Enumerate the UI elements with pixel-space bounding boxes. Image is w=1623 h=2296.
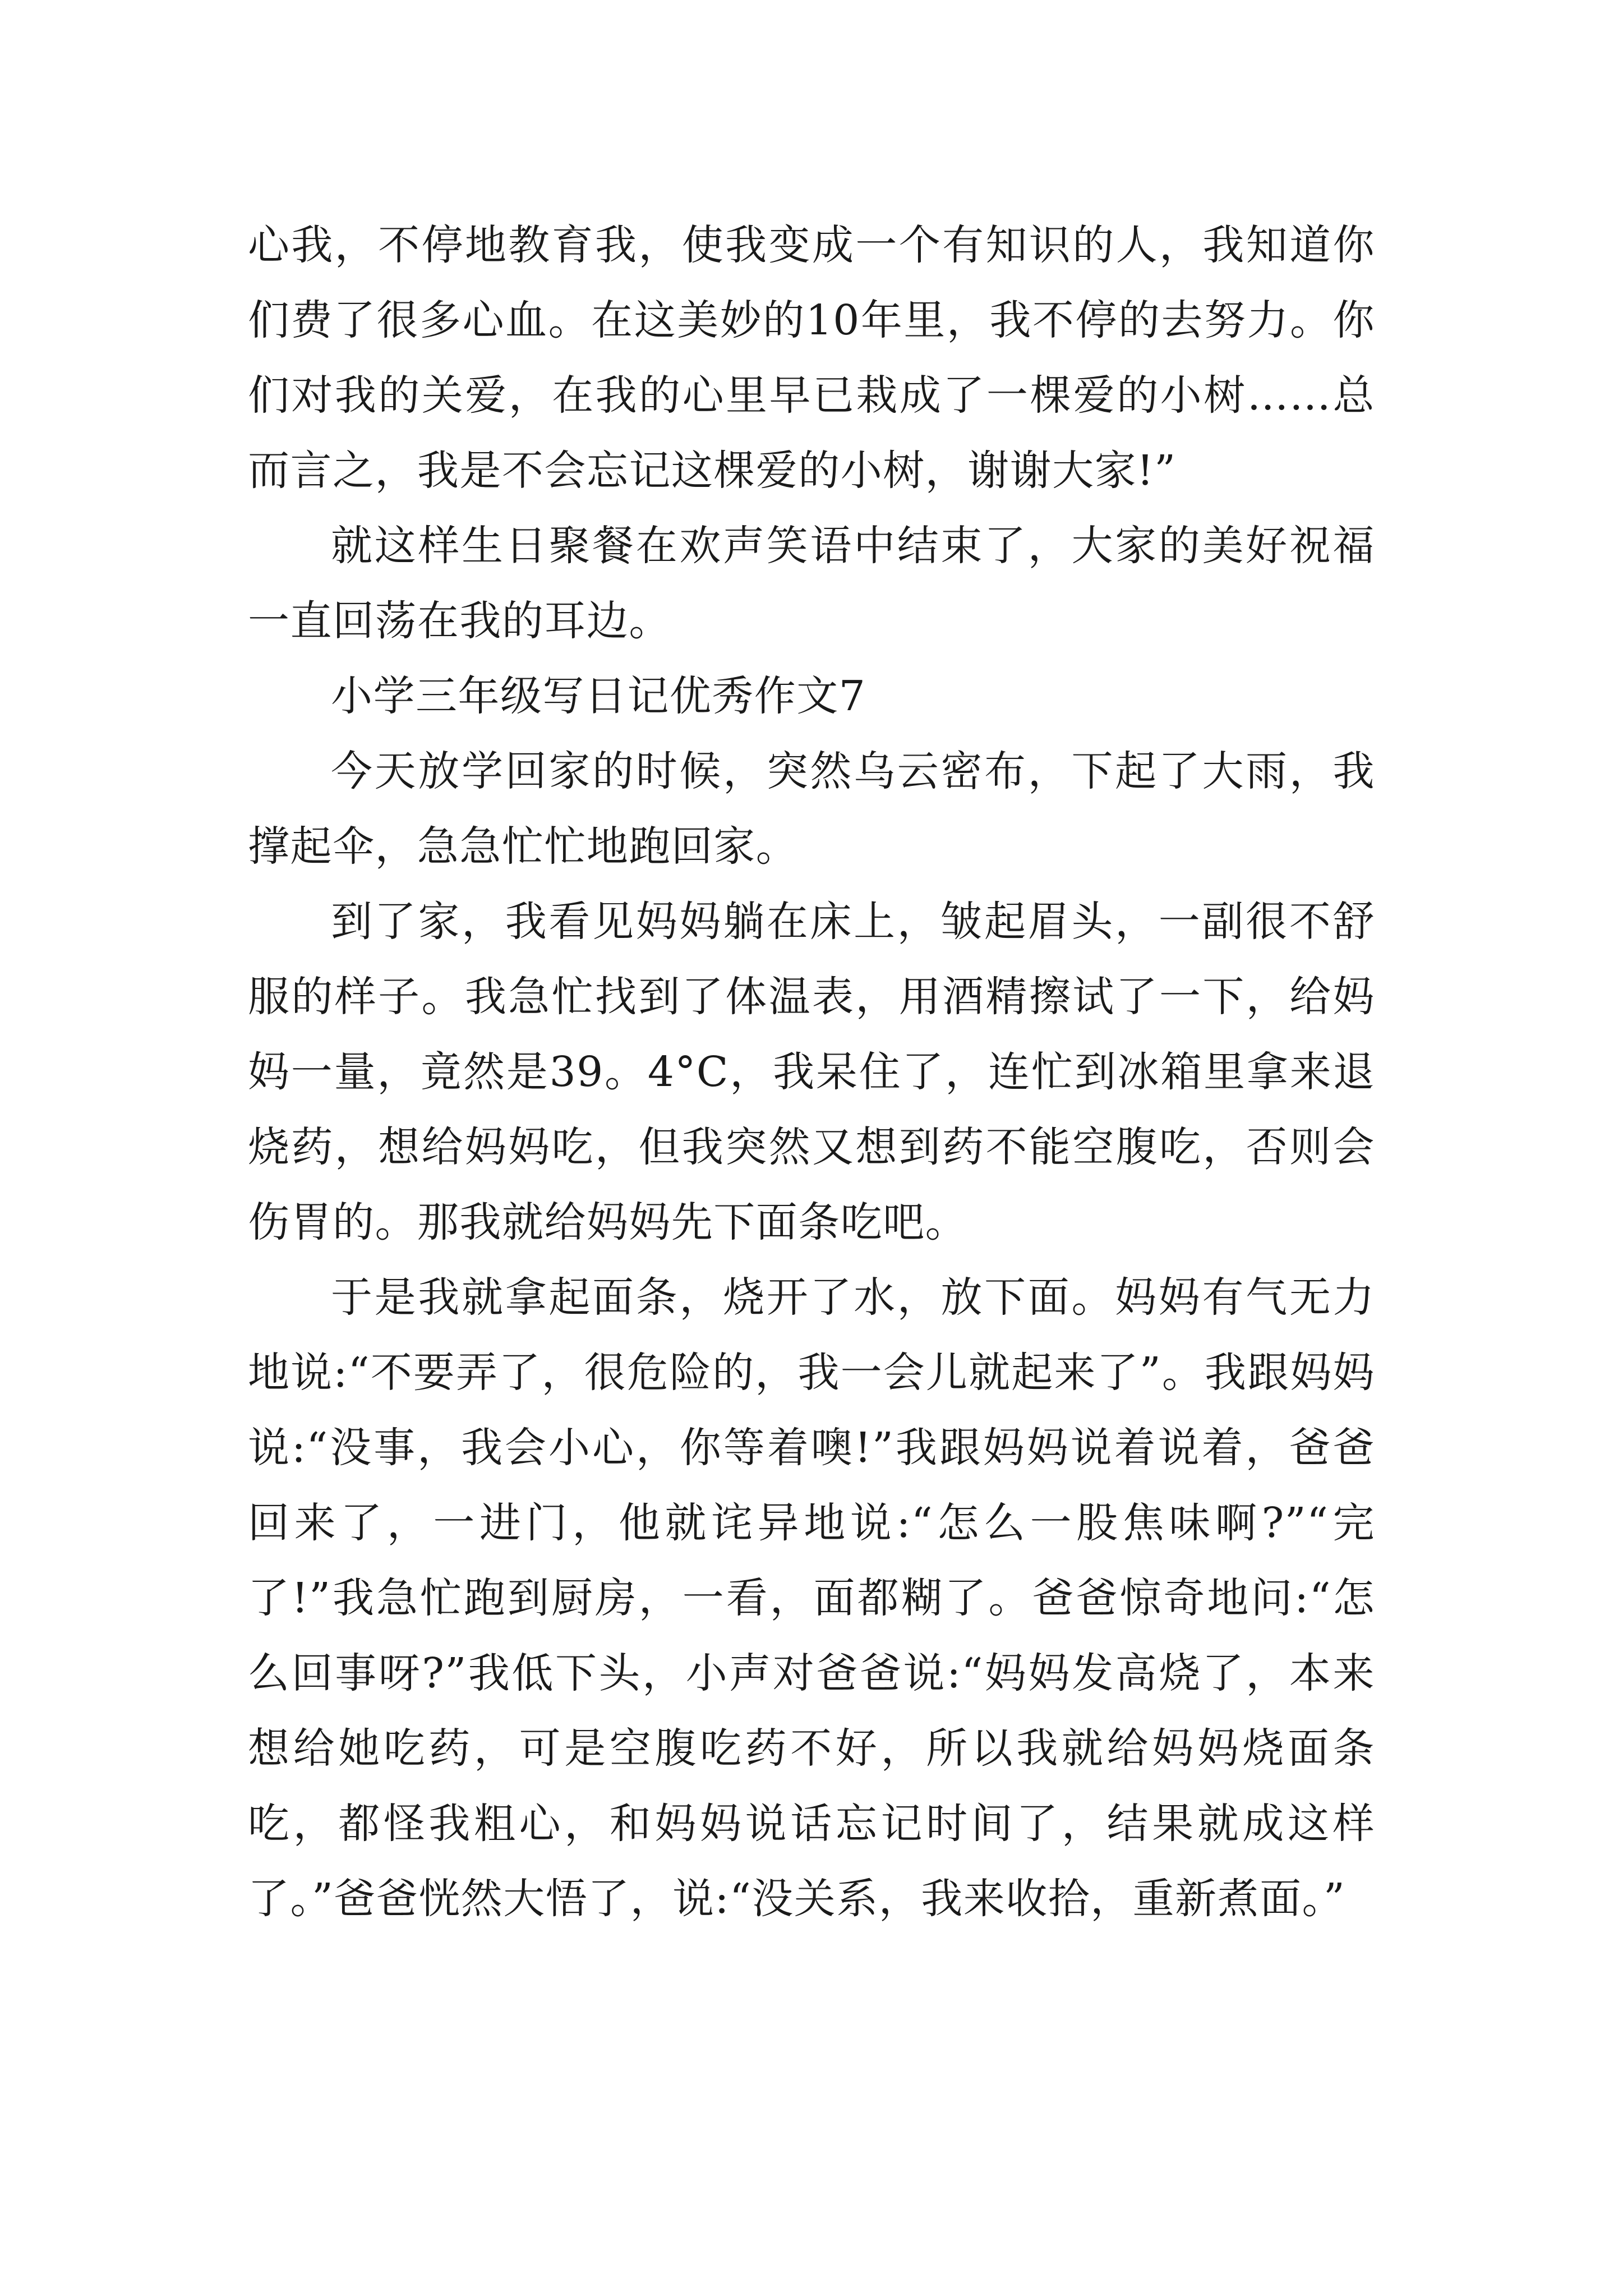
paragraph-mother-fever: 到了家，我看见妈妈躺在床上，皱起眉头，一副很不舒服的样子。我急忙找到了体温表，用酒精擦试了一下，给妈妈一量，竟然是39。4°C，我呆住了，连忙到冰箱里拿来退烧药，想给妈妈吃，但我突然又想到药不能空腹吃，否则会伤胃的。那我就给妈妈先下面条吃吧。 — [248, 898, 1375, 1246]
paragraph-rain: 今天放学回家的时候，突然乌云密布，下起了大雨，我撑起伞，急急忙忙地跑回家。 — [248, 747, 1375, 871]
document-body — [248, 208, 1375, 1936]
paragraph-continuation: 心我，不停地教育我，使我变成一个有知识的人，我知道你们费了很多心血。在这美妙的10年里，我不停的去努力。你们对我的关爱，在我的心里早已栽成了一棵爱的小树……总而言之，我是不会忘记这棵爱的小树，谢谢大家!” — [248, 221, 1375, 495]
paragraph-birthday-ending: 就这样生日聚餐在欢声笑语中结束了，大家的美好祝福一直回荡在我的耳边。 — [248, 522, 1375, 645]
paragraph-noodles: 于是我就拿起面条，烧开了水，放下面。妈妈有气无力地说:“不要弄了，很危险的，我一会儿就起来了”。我跟妈妈说:“没事，我会小心，你等着噢!”我跟妈妈说着说着，爸爸回来了，一进门，他就诧异地说:“怎么一股焦味啊?”“完了!”我急忙跑到厨房，一看，面都糊了。爸爸惊奇地问:“怎么回事呀?”我低下头，小声对爸爸说:“妈妈发高烧了，本来想给她吃药，可是空腹吃药不好，所以我就给妈妈烧面条吃，都怪我粗心，和妈妈说话忘记时间了，结果就成这样了。”爸爸恍然大悟了，说:“没关系，我来收拾，重新煮面。” — [248, 1273, 1375, 1923]
essay-heading: 小学三年级写日记优秀作文7 — [331, 672, 866, 720]
